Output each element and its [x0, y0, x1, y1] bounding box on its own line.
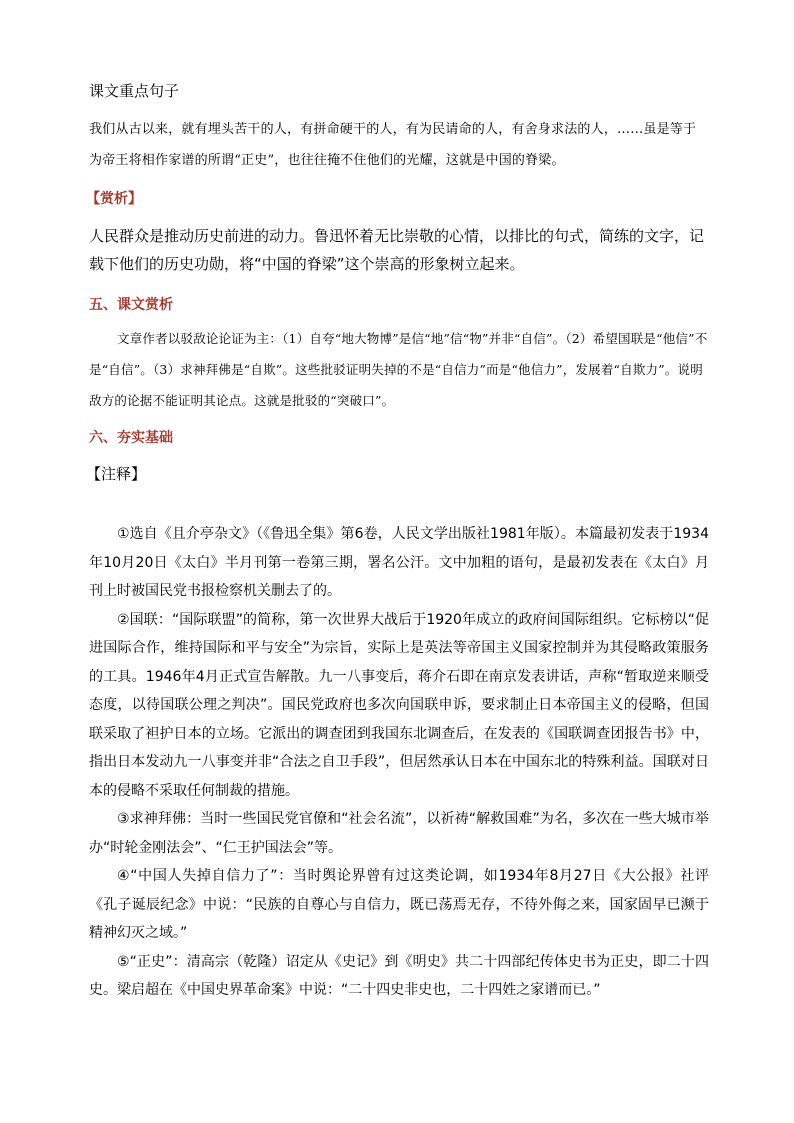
note-item: ④“中国人失掉自信力了”：当时舆论界曾有过这类论调，如1934年8月27日《大公报》社评《孔子诞辰纪念》中说：“民族的自尊心与自信力，既已荡焉无存，不待外侮之来，国家固早已濒于精神幻灭之域。”	[89, 868, 709, 941]
note-item: ①选自《且介亭杂文》（《鲁迅全集》第6卷，人民文学出版社1981年版）。本篇最初发表于1934年10月20日《太白》半月刊第一卷第三期，署名公汗。文中加粗的语句，是最初发表在《太白》月刊上时被国民党书报检察机关删去了的。	[89, 526, 709, 599]
section-6-heading: 六、夯实基础	[89, 430, 173, 446]
section-5-paragraph: 文章作者以驳敌论论证为主：（1）自夸“地大物博”是信“地”信“物”并非“自信”。（2）希望国联是“他信”不是“自信”。（3）求神拜佛是“自欺”。这些批驳证明失掉的不是“自信力”而是“他信力”，发展着“自欺力”。说明敌方的论据不能证明其论点。这就是批驳的“突破口”。	[89, 331, 708, 408]
appreciation-heading: 【赏析】	[86, 191, 142, 207]
notes-heading: 【注释】	[86, 465, 147, 483]
notes-list	[89, 520, 709, 1005]
key-quote-paragraph: 我们从古以来，就有埋头苦干的人，有拼命硬干的人，有为民请命的人，有舍身求法的人，……虽是等于为帝王将相作家谱的所谓“正史”，也往往掩不住他们的光耀，这就是中国的脊梁。	[89, 122, 697, 168]
appreciation-paragraph: 人民群众是推动历史前进的动力。鲁迅怀着无比崇敬的心情，以排比的句式，简练的文字，记载下他们的历史功勋，将“中国的脊梁”这个崇高的形象树立起来。	[89, 227, 705, 273]
note-item: ②国联：“国际联盟”的简称，第一次世界大战后于1920年成立的政府间国际组织。它标榜以“促进国际合作，维持国际和平与安全”为宗旨，实际上是英法等帝国主义国家控制并为其侵略政策服务的工具。1946年4月正式宣告解散。九一八事变后，蒋介石即在南京发表讲话，声称“暂取逆来顺受态度，以待国联公理之判决”。国民党政府也多次向国联申诉，要求制止日本帝国主义的侵略，但国联采取了袒护日本的立场。它派出的调查团到我国东北调查后，在发表的《国联调查团报告书》中，指出日本发动九一八事变并非“合法之自卫手段”，但居然承认日本在中国东北的特殊利益。国联对日本的侵略不采取任何制裁的措施。	[89, 611, 709, 799]
note-item: ⑤“正史”：清高宗（乾隆）诏定从《史记》到《明史》共二十四部纪传体史书为正史，即二十四史。梁启超在《中国史界革命案》中说：“二十四史非史也，二十四姓之家谱而已。”	[89, 953, 709, 998]
section-5-heading: 五、课文赏析	[89, 297, 173, 313]
key-sentences-heading: 课文重点句子	[89, 82, 180, 100]
note-item: ③求神拜佛：当时一些国民党官僚和“社会名流”，以祈祷“解救国难”为名，多次在一些大城市举办“时轮金刚法会”、“仁王护国法会”等。	[89, 811, 709, 856]
